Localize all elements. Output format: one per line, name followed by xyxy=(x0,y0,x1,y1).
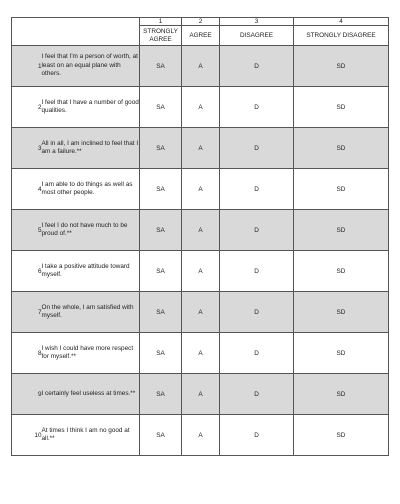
item-statement: All in all, I am inclined to feel that I am a failure.** xyxy=(42,128,140,169)
response-strongly-disagree[interactable]: SD xyxy=(294,210,389,251)
item-statement: I certainly feel useless at times.** xyxy=(42,374,140,415)
response-strongly-agree[interactable]: SA xyxy=(140,292,182,333)
table-row xyxy=(12,210,389,251)
response-disagree[interactable]: D xyxy=(220,292,294,333)
response-agree[interactable]: A xyxy=(182,210,220,251)
response-strongly-disagree[interactable]: SD xyxy=(294,87,389,128)
response-disagree[interactable]: D xyxy=(220,251,294,292)
response-disagree[interactable]: D xyxy=(220,46,294,87)
item-statement: I feel that I have a number of good qualities. xyxy=(42,87,140,128)
rating-scale-table xyxy=(11,17,389,456)
column-label-disagree: DISAGREE xyxy=(220,26,294,46)
response-strongly-agree[interactable]: SA xyxy=(140,415,182,456)
response-strongly-agree[interactable]: SA xyxy=(140,87,182,128)
header-blank-cell xyxy=(12,18,140,46)
item-number: 7 xyxy=(12,292,42,333)
response-strongly-disagree[interactable]: SD xyxy=(294,46,389,87)
table-row xyxy=(12,251,389,292)
response-strongly-agree[interactable]: SA xyxy=(140,333,182,374)
item-number: 2 xyxy=(12,87,42,128)
response-strongly-agree[interactable]: SA xyxy=(140,374,182,415)
item-number: 6 xyxy=(12,251,42,292)
response-strongly-disagree[interactable]: SD xyxy=(294,169,389,210)
response-strongly-disagree[interactable]: SD xyxy=(294,415,389,456)
table-row xyxy=(12,46,389,87)
table-row xyxy=(12,87,389,128)
column-label-strongly-disagree: STRONGLY DISAGREE xyxy=(294,26,389,46)
column-number-4: 4 xyxy=(294,18,389,26)
table-row xyxy=(12,169,389,210)
response-strongly-agree[interactable]: SA xyxy=(140,210,182,251)
response-disagree[interactable]: D xyxy=(220,169,294,210)
item-number: 10 xyxy=(12,415,42,456)
response-strongly-agree[interactable]: SA xyxy=(140,46,182,87)
response-disagree[interactable]: D xyxy=(220,128,294,169)
item-statement: At times I think I am no good at all.** xyxy=(42,415,140,456)
item-statement: On the whole, I am satisfied with myself. xyxy=(42,292,140,333)
response-disagree[interactable]: D xyxy=(220,333,294,374)
response-agree[interactable]: A xyxy=(182,292,220,333)
item-number: 5 xyxy=(12,210,42,251)
response-disagree[interactable]: D xyxy=(220,87,294,128)
column-label-strongly-agree: STRONGLY AGREE xyxy=(140,26,182,46)
response-agree[interactable]: A xyxy=(182,87,220,128)
column-number-1: 1 xyxy=(140,18,182,26)
table-row xyxy=(12,374,389,415)
column-number-row xyxy=(12,18,389,26)
response-disagree[interactable]: D xyxy=(220,374,294,415)
table-row xyxy=(12,415,389,456)
column-label-agree: AGREE xyxy=(182,26,220,46)
table-row xyxy=(12,128,389,169)
response-strongly-agree[interactable]: SA xyxy=(140,169,182,210)
response-strongly-disagree[interactable]: SD xyxy=(294,333,389,374)
item-statement: I wish I could have more respect for myself.** xyxy=(42,333,140,374)
item-statement: I feel I do not have much to be proud of.** xyxy=(42,210,140,251)
response-agree[interactable]: A xyxy=(182,46,220,87)
response-agree[interactable]: A xyxy=(182,169,220,210)
response-agree[interactable]: A xyxy=(182,128,220,169)
column-number-2: 2 xyxy=(182,18,220,26)
response-strongly-disagree[interactable]: SD xyxy=(294,292,389,333)
response-strongly-disagree[interactable]: SD xyxy=(294,128,389,169)
response-strongly-disagree[interactable]: SD xyxy=(294,374,389,415)
table-row xyxy=(12,333,389,374)
response-strongly-agree[interactable]: SA xyxy=(140,128,182,169)
response-agree[interactable]: A xyxy=(182,333,220,374)
item-number: 9 xyxy=(12,374,42,415)
item-number: 4 xyxy=(12,169,42,210)
response-disagree[interactable]: D xyxy=(220,415,294,456)
response-strongly-agree[interactable]: SA xyxy=(140,251,182,292)
response-disagree[interactable]: D xyxy=(220,210,294,251)
response-strongly-disagree[interactable]: SD xyxy=(294,251,389,292)
response-agree[interactable]: A xyxy=(182,251,220,292)
table-row xyxy=(12,292,389,333)
item-number: 3 xyxy=(12,128,42,169)
response-agree[interactable]: A xyxy=(182,415,220,456)
column-number-3: 3 xyxy=(220,18,294,26)
item-number: 1 xyxy=(12,46,42,87)
item-statement: I take a positive attitude toward myself. xyxy=(42,251,140,292)
item-number: 8 xyxy=(12,333,42,374)
item-statement: I am able to do things as well as most other people. xyxy=(42,169,140,210)
response-agree[interactable]: A xyxy=(182,374,220,415)
item-statement: I feel that I'm a person of worth, at least on an equal plane with others. xyxy=(42,46,140,87)
